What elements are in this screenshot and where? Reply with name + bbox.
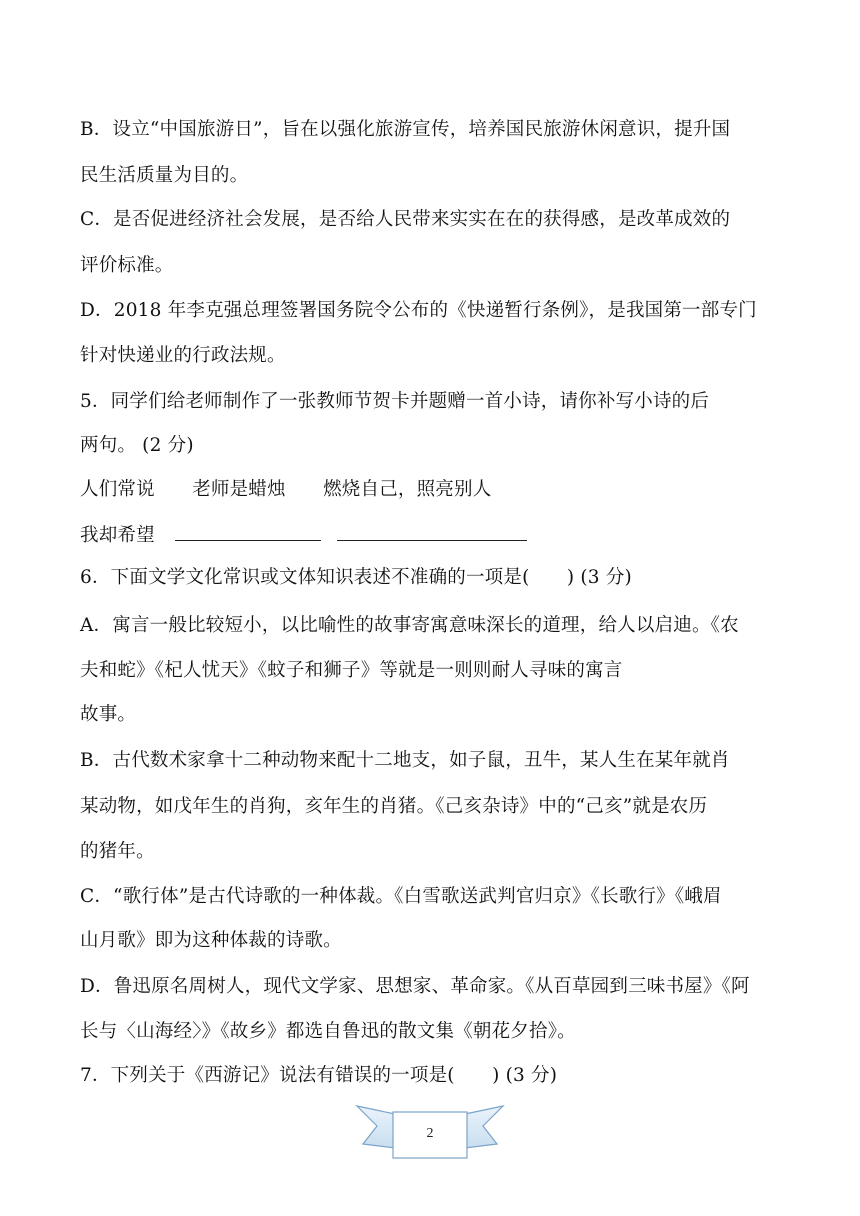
q6-option-b-line-1: B．古代数术家拿十二种动物来配十二地支，如子鼠，丑牛，某人生在某年就肖: [80, 750, 730, 771]
page-number: 2: [426, 1126, 434, 1141]
question-7: 7．下列关于《西游记》说法有错误的一项是( ) (3 分): [80, 1065, 558, 1086]
q6-option-d-line-2: 长与〈山海经〉》《故乡》都选自鲁迅的散文集《朝花夕拾》。: [80, 1021, 576, 1042]
poem-line-2: [80, 522, 527, 548]
q6-option-c-line-2: 山月歌》即为这种体裁的诗歌。: [80, 930, 342, 951]
q6-option-b-line-2: 某动物，如戊年生的肖狗，亥年生的肖猪。《己亥杂诗》中的“己亥”就是农历: [80, 796, 708, 817]
option-d-line-2: 针对快递业的行政法规。: [80, 345, 286, 366]
page-number-ribbon: [355, 1100, 505, 1166]
answer-blank-2[interactable]: [337, 522, 527, 541]
q6-option-a-line-3: 故事。: [80, 704, 137, 725]
question-6: 6．下面文学文化常识或文体知识表述不准确的一项是( ) (3 分): [80, 567, 632, 588]
poem-line-2-text: 我却希望: [80, 525, 155, 546]
q6-option-c-line-1: C．“歌行体”是古代诗歌的一种体裁。《白雪歌送武判官归京》《长歌行》《峨眉: [80, 886, 722, 907]
option-c-line-2: 评价标准。: [80, 255, 174, 276]
q6-option-b-line-3: 的猪年。: [80, 841, 155, 862]
option-b-line-2: 民生活质量为目的。: [80, 165, 249, 186]
question-5-line-2: 两句。 (2 分): [80, 435, 194, 456]
q6-option-a-line-2: 夫和蛇》《杞人忧天》《蚊子和狮子》等就是一则则耐人寻味的寓言: [80, 660, 623, 681]
question-5-line-1: 5．同学们给老师制作了一张教师节贺卡并题赠一首小诗，请你补写小诗的后: [80, 391, 710, 412]
q6-option-d-line-1: D．鲁迅原名周树人，现代文学家、思想家、革命家。《从百草园到三味书屋》《阿: [80, 976, 750, 997]
option-b-line-1: B．设立“中国旅游日”，旨在以强化旅游宣传，培养国民旅游休闲意识，提升国: [80, 119, 731, 140]
option-c-line-1: C．是否促进经济社会发展，是否给人民带来实实在在的获得感，是改革成效的: [80, 209, 731, 230]
answer-blank-1[interactable]: [175, 522, 321, 541]
poem-line-1: 人们常说 老师是蜡烛 燃烧自己，照亮别人: [80, 479, 492, 500]
q6-option-a-line-1: A．寓言一般比较短小，以比喻性的故事寄寓意味深长的道理，给人以启迪。《农: [80, 615, 739, 636]
option-d-line-1: D．2018 年李克强总理签署国务院令公布的《快递暂行条例》，是我国第一部专门: [80, 300, 757, 321]
